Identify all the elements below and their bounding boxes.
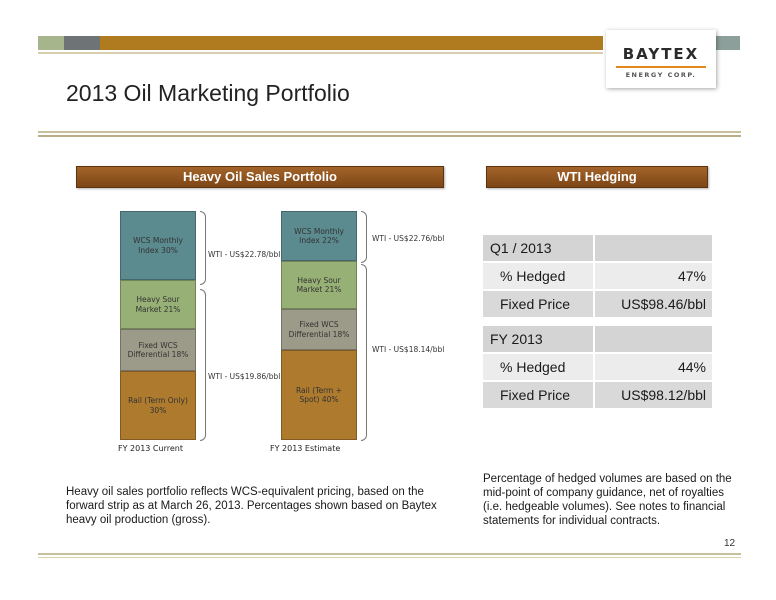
page-number: 12 [724,538,736,549]
bar-segment-label: Heavy Sour Market 21% [296,275,342,294]
hedge-row-label: Fixed Price [483,382,593,408]
bar-label-estimate: FY 2013 Estimate [270,444,341,453]
hedge-row-label: % Hedged [483,354,593,380]
brace-current-top [200,211,206,285]
bar-label-current: FY 2013 Current [118,444,183,453]
bar-segment [281,309,357,350]
hedge-row-label: % Hedged [483,263,593,289]
brace-estimate-bottom [361,264,367,441]
divider-top [38,131,741,133]
banner-stripe-gray [64,36,100,50]
wti-annotation-estimate-top: WTI - US$22.76/bbl [372,234,445,243]
bar-segment-label: Rail (Term + Spot) 40% [296,385,342,404]
stacked-bar-current [120,211,196,440]
bar-segment-label: Fixed WCS Differential 18% [288,320,350,339]
banner-stripe-green [38,36,64,50]
logo-wordmark: BAYTEX [622,45,700,63]
hedge-period-label: Q1 / 2013 [483,235,593,261]
hedge-table-fy-header [483,326,712,352]
table-row [483,382,712,408]
bar-segment [281,211,357,261]
page-title: 2013 Oil Marketing Portfolio [66,80,350,106]
brace-current-bottom [200,289,206,441]
hedge-table-q1 [483,235,712,317]
hedge-row-value: US$98.12/bbl [595,382,712,408]
hedge-table-q1-header [483,235,712,261]
company-logo [606,30,716,88]
bar-segment [120,371,196,440]
hedging-footnote: Percentage of hedged volumes are based on the mid-point of company guidance, net of royalties (i.e. hedgeable volumes). See notes to financial statements for individual contracts. [483,473,732,527]
banner-stripe-gold [100,36,603,50]
hedge-row-value: 47% [595,263,712,289]
banner-underline [38,52,603,54]
hedge-period-value [595,235,712,261]
brace-estimate-top [361,211,367,263]
logo-accent-bar [616,66,706,68]
section-header-wti-hedging: WTI Hedging [486,166,708,188]
bar-segment [120,211,196,280]
bar-segment-label: WCS Monthly Index 22% [294,226,344,245]
heavy-oil-footnote: Heavy oil sales portfolio reflects WCS-equivalent pricing, based on the forward strip as at March 26, 2013. Percentages shown based on Baytex heavy oil production (gross). [66,486,437,526]
hedge-table-fy [483,326,712,408]
hedge-period-value [595,326,712,352]
hedge-row-value: US$98.46/bbl [595,291,712,317]
wti-annotation-current-top: WTI - US$22.78/bbl [208,250,281,259]
stacked-bar-estimate [281,211,357,440]
logo-subtitle: ENERGY CORP. [625,71,697,79]
bar-segment-label: Fixed WCS Differential 18% [127,340,189,359]
hedge-row-label: Fixed Price [483,291,593,317]
bar-segment [281,350,357,440]
wti-annotation-estimate-bottom: WTI - US$18.14/bbl [372,345,445,354]
bar-segment-label: Rail (Term Only) 30% [128,396,188,415]
table-row [483,354,712,380]
bar-segment-label: Heavy Sour Market 21% [135,295,181,314]
table-row [483,263,712,289]
bar-segment [120,280,196,329]
wti-annotation-current-bottom: WTI - US$19.86/bbl [208,372,281,381]
banner-stripe-teal [716,36,740,50]
bar-segment-label: WCS Monthly Index 30% [133,236,183,255]
divider-bottom [38,553,741,555]
divider-top-secondary [38,135,741,137]
bar-segment [281,261,357,309]
bar-segment [120,329,196,371]
hedge-row-value: 44% [595,354,712,380]
section-header-heavy-oil: Heavy Oil Sales Portfolio [76,166,444,188]
hedge-period-label: FY 2013 [483,326,593,352]
table-row [483,291,712,317]
divider-bottom-secondary [38,557,741,558]
